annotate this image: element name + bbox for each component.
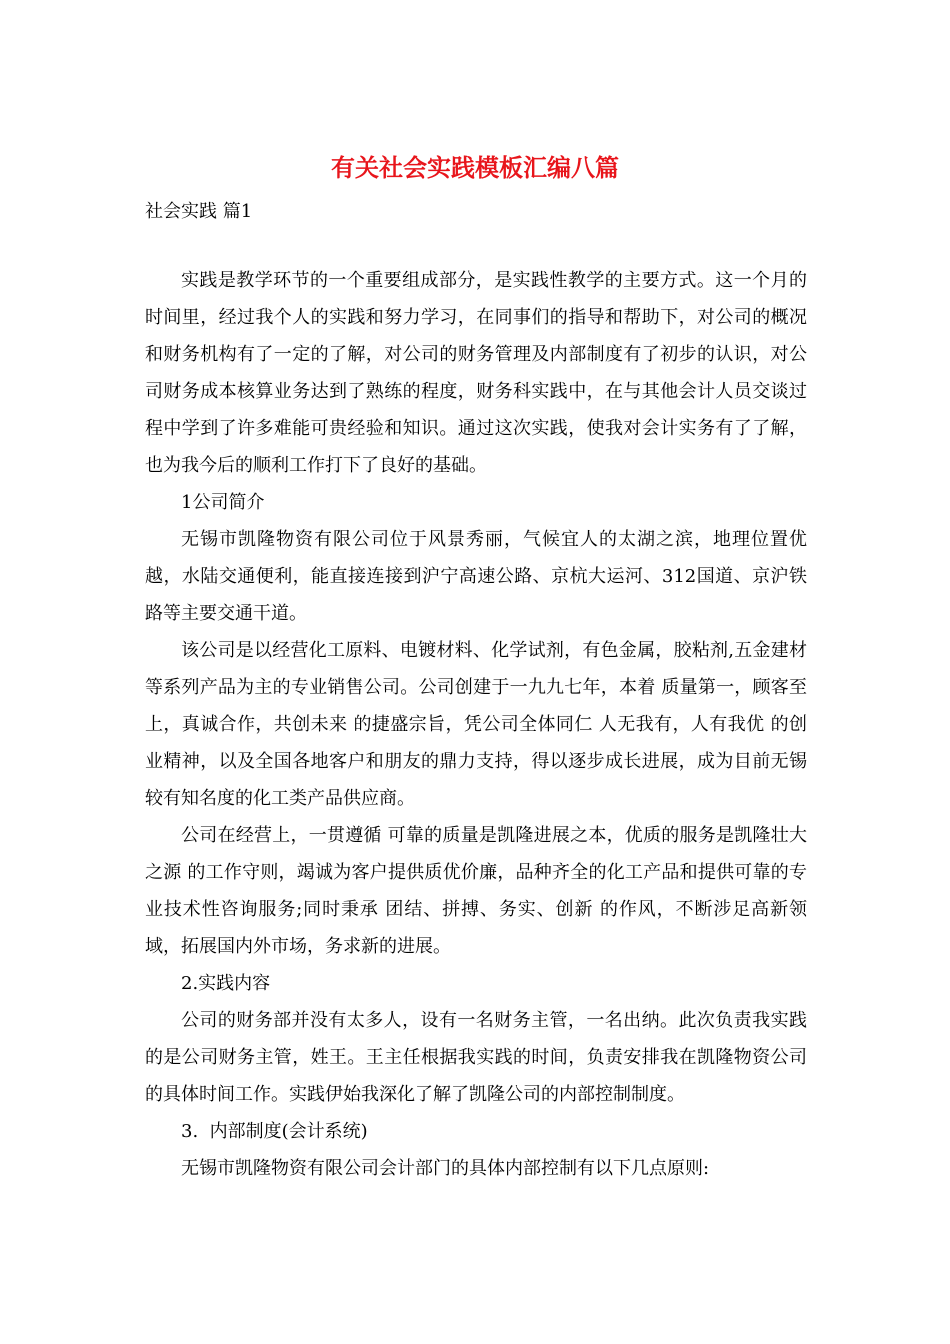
subheading-company-profile: 1公司简介 (181, 492, 265, 513)
paragraph-control-principles: 无锡市凯隆物资有限公司会计部门的具体内部控制有以下几点原则: (181, 1158, 710, 1179)
paragraph-company-principles: 公司在经营上，一贯遵循 可靠的质量是凯隆进展之本，优质的服务是凯隆壮大之源 的工作守则，竭诚为客户提供质优价廉，品种齐全的化工产品和提供可靠的专业技术性咨询服务;同时秉承 团结、拼搏、务实、创新 的作风，不断涉足高新领域，拓展国内外市场，务求新的进展。 (145, 825, 807, 957)
paragraph-finance-department: 公司的财务部并没有太多人，设有一名财务主管，一名出纳。此次负责我实践的是公司财务主管，姓王。王主任根据我实践的时间，负责安排我在凯隆物资公司的具体时间工作。实践伊始我深化了解了凯隆公司的内部控制制度。 (145, 1010, 807, 1105)
document-body (145, 262, 807, 1187)
paragraph-intro: 实践是教学环节的一个重要组成部分，是实践性教学的主要方式。这一个月的时间里，经过我个人的实践和努力学习，在同事们的指导和帮助下，对公司的概况和财务机构有了一定的了解，对公司的财务管理及内部制度有了初步的认识，对公司财务成本核算业务达到了熟练的程度，财务科实践中，在与其他会计人员交谈过程中学到了许多难能可贵经验和知识。通过这次实践，使我对会计实务有了了解，也为我今后的顺利工作打下了良好的基础。 (145, 270, 807, 476)
paragraph-company-location: 无锡市凯隆物资有限公司位于风景秀丽，气候宜人的太湖之滨，地理位置优越，水陆交通便利，能直接连接到沪宁高速公路、京杭大运河、312国道、京沪铁路等主要交通干道。 (145, 529, 807, 624)
paragraph-company-business: 该公司是以经营化工原料、电镀材料、化学试剂，有色金属，胶粘剂,五金建材等系列产品为主的专业销售公司。公司创建于一九九七年，本着 质量第一，顾客至上，真诚合作，共创未来 的捷盛宗旨，凭公司全体同仁 人无我有，人有我优 的创业精神，以及全国各地客户和朋友的鼎力支持，得以逐步成长进展，成为目前无锡较有知名度的化工类产品供应商。 (145, 640, 807, 809)
subheading-internal-system: 3. 内部制度(会计系统) (181, 1121, 368, 1142)
subheading-practice-content: 2.实践内容 (181, 973, 271, 994)
section-heading: 社会实践 篇1 (145, 201, 253, 222)
document-title: 有关社会实践模板汇编八篇 (331, 153, 619, 182)
